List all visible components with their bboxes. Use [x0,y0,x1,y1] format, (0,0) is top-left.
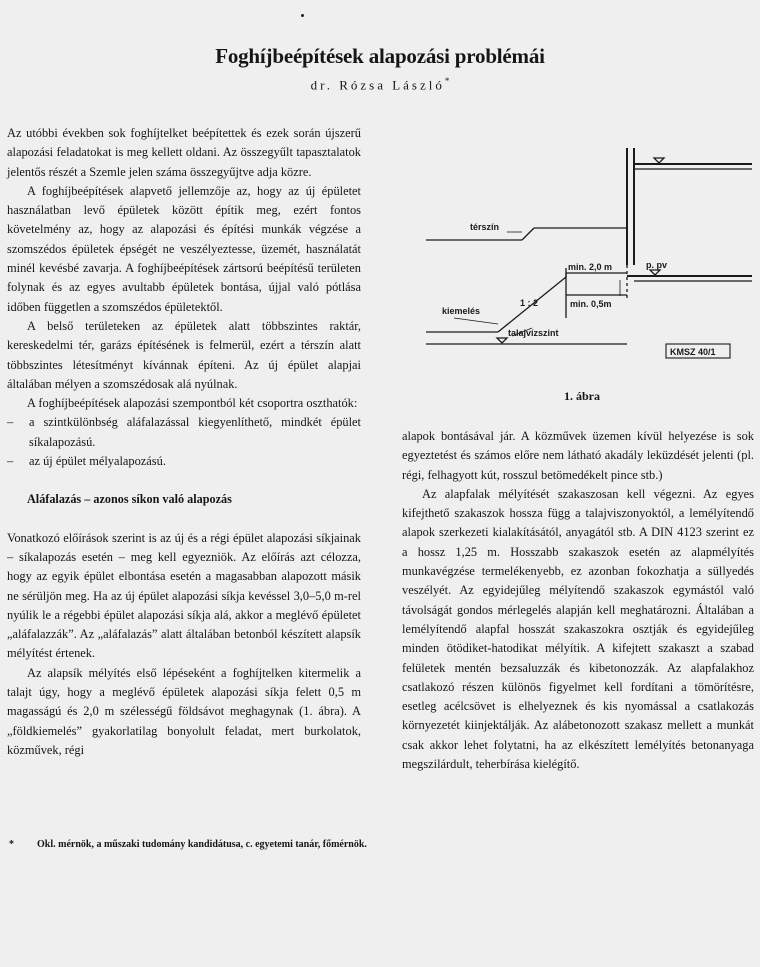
list-dash: – [7,415,14,430]
list-dash: – [7,454,14,469]
paragraph: A belső területeken az épületek alatt többszintes raktár, kereskedelmi tér, garázs építésének is felmerül, ezért a térszín alatt többszintes létesítményt kívánnak építeni. Az új épület alapjai általában mélyen a szomszédosak alá nyúlnak. [7,318,361,391]
label-kiemeles: kiemelés [442,306,481,316]
figure-caption: 1. ábra [564,389,600,403]
paragraph: A foghíjbeépítések alapozási szempontból két csoportra oszthatók: [27,396,358,411]
paragraph: Az alapsík mélyítés első lépéseként a foghíjtelken kitermelik a talajt úgy, hogy a meglévő épületek alapozási síkja felett 0,5 m magasságú és 2,0 m szélességű földsávot meghagynak (1. ábra). A „földkiemelés” gyakorlatilag bonyolult feladat, mert burkolatok, közművek, régi [7,665,361,757]
label-min-2m: min. 2,0 m [568,262,613,272]
label-terszin: térszín [470,222,500,232]
paragraph: Vonatkozó előírások szerint is az új és a régi épület alapozási síkjainak – síkalapozás esetén – meg kell egyezniök. Az előírás azt célozza, hogy az egyik épület elbontása esetén a magasabban alapozott másik ne sérüljön meg. Ha az új épület alapozási síkja kevéssel 3,0–5,0 m-rel nyúlik le a régebbi épület alapozási síkja alá, akkor a meglévő épületet „aláfalazzák”. Az „aláfalazás” alatt általában betonból készített alapsík mélyítést értenek. [7,530,361,661]
list-item-text: az új épület mélyalapozású. [29,454,166,469]
author-footnote-mark: * [444,76,450,86]
article-title: Foghíjbeépítések alapozási problémái [215,44,545,68]
author-line [0,76,760,93]
left-column [7,124,361,760]
footnote [9,839,749,850]
list-item [7,452,361,471]
label-ratio: 1 : 2 [520,298,539,308]
speck-mark [301,14,304,17]
paragraph: Az alapfalak mélyítését szakaszosan kell végezni. Az egyes kifejthető szakaszok hossza függ a talajviszonyoktól, a lemélyítendő alapok szerkezeti kialakításától, anyagától stb. A DIN 4123 szerint ez a hossz 1,25 m. Hosszabb szakaszok esetén az alapmélyítés munkavégzése termelékenyebb, ez azonban fokozhatja a süllyedés veszélyét. Az egyidejűleg mélyítendő szakaszok egymástól való távolságát gondos mérlegelés alapján kell meghatározni. Általában a lemélyítendő alapfal hosszát szakaszokra osztják és egyidejűleg minden ötödiket-hatodikat mélyítik. A kifejtett szakaszt a szabad felületek mentén bezsaluzzák és kibetonozzák. Az alapfalakhoz csatlakozó részen különös figyelmet kell fordítani a tömörítésre, esetleg acélcsövet is elhelyeznek és kis nyomással a csatlakozás környezetét kiinjektálják. Az alábetonozott szakasz mellett a munkát csak akkor lehet folytatni, ha az elkészített lemélyítés betonanyaga megszilárdult, teherbírása kielégítő. [402,486,754,772]
label-ppv: p. pv [646,260,668,270]
list-item-text: a szintkülönbség aláfalazással kiegyenlíthető, mindkét épület síkalapozású. [29,415,361,449]
paragraph: alapok bontásával jár. A közművek üzemen kívül helyezése is sok egyeztetést és számos előre nem látható akadály leküzdését jelenti (pl. régi, felhagyott kút, rosszul betömedékelt pince stb.) [402,429,754,482]
author-name: dr. Rózsa László [310,77,445,93]
footnote-text: Okl. mérnök, a műszaki tudomány kandidátusa, c. egyetemi tanár, főmérnök. [37,839,367,850]
right-column [402,427,754,774]
foundation-diagram [412,140,752,372]
list-item [7,413,361,452]
label-figure-code: KMSZ 40/1 [670,347,716,357]
label-talajvizszint: talajvízszint [508,328,559,338]
section-heading: Aláfalazás – azonos síkon való alapozás [27,492,232,507]
paragraph: Az utóbbi években sok foghíjtelket beépítettek és ezek során újszerű alapozási feladatokat is meg kellett oldani. Az összegyűlt tapasztalatok jelentős részét a Szemle jelen száma összegyűjtve adja közre. [7,126,361,179]
footnote-mark: * [9,839,14,850]
paragraph: A foghíjbeépítések alapvető jellemzője az, hogy az új épületet használatban levő épületek között építik meg, ezért fontos követelmény az, hogy az alapozási és építési munkák végzése a szomszédos épületek épségét ne veszélyeztesse, üzemét, használatát minél kevésbé zavarja. A foghíjbeépítések zártsorú beépítésű területen folynak és az egyes avultabb épületek bontása, újjal való pótlása időben független a szomszédos épületektől. [7,183,361,314]
label-min-05m: min. 0,5m [570,299,612,309]
